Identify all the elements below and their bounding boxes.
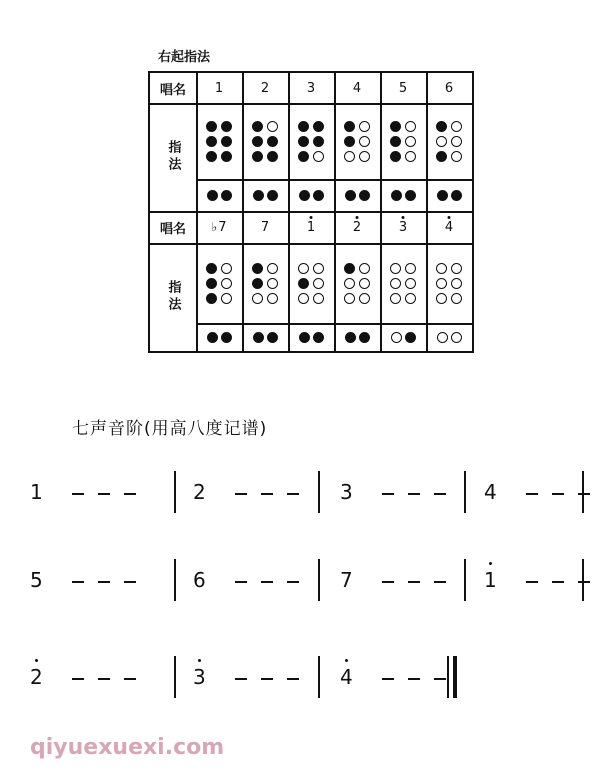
dash-line: [287, 678, 299, 680]
dash-line: [434, 581, 446, 583]
flat-icon: ♭: [211, 220, 218, 234]
dash-line: [382, 678, 394, 680]
dash-line: [124, 493, 136, 495]
dash-line: [98, 581, 110, 583]
octave-dot: [35, 659, 38, 662]
dash-line: [408, 493, 420, 495]
note-header-2: 4: [444, 219, 454, 235]
scale-note: 5: [30, 568, 43, 592]
scale-note: 1: [30, 480, 43, 504]
dash-line: [261, 678, 273, 680]
dash-line: [382, 493, 394, 495]
scale-note: 4: [484, 480, 497, 504]
bar-line: [318, 559, 320, 601]
note-header-2: 2: [352, 219, 362, 235]
dash-line: [408, 581, 420, 583]
dash-line: [124, 678, 136, 680]
dash-line: [526, 581, 538, 583]
bar-line: [582, 559, 584, 601]
table-title: 右起指法: [158, 50, 211, 65]
scale-note: 1: [484, 568, 497, 592]
bar-line: [318, 656, 320, 698]
note-header-2: 1: [306, 219, 316, 235]
dash-line: [287, 581, 299, 583]
scale-note: 2: [193, 480, 206, 504]
row-label-fingering-2: 指法: [165, 280, 181, 314]
scale-note: 3: [340, 480, 353, 504]
dash-line: [526, 493, 538, 495]
dash-line: [382, 581, 394, 583]
note-header-2: ♭ 7: [211, 219, 227, 235]
watermark: qiyuexuexi.com: [30, 735, 225, 760]
note-header: 1: [214, 80, 224, 96]
dash-line: [235, 493, 247, 495]
final-bar-thin: [447, 656, 449, 698]
scale-title: 七声音阶(用高八度记谱): [72, 419, 268, 439]
final-bar-thick: [453, 656, 457, 698]
octave-dot: [489, 562, 492, 565]
row-label-name: 唱名: [159, 82, 186, 98]
scale-note: 6: [193, 568, 206, 592]
bar-line: [464, 559, 466, 601]
scale-note: 4: [340, 665, 353, 689]
dash-line: [578, 581, 590, 583]
dash-line: [552, 581, 564, 583]
note-header: 2: [260, 80, 270, 96]
dash-line: [98, 678, 110, 680]
note-header: 6: [444, 80, 454, 96]
scale-note: 3: [193, 665, 206, 689]
bar-line: [174, 656, 176, 698]
dash-line: [434, 678, 446, 680]
dash-line: [261, 581, 273, 583]
dash-line: [124, 581, 136, 583]
dash-line: [261, 493, 273, 495]
note-header-2: 7: [260, 219, 270, 235]
note-header: 4: [352, 80, 362, 96]
bar-line: [464, 471, 466, 513]
dash-line: [235, 581, 247, 583]
dash-line: [434, 493, 446, 495]
dash-line: [72, 678, 84, 680]
dash-line: [287, 493, 299, 495]
octave-dot: [345, 659, 348, 662]
note-header-2: 3: [398, 219, 408, 235]
bar-line: [174, 559, 176, 601]
dash-line: [578, 493, 590, 495]
bar-line: [174, 471, 176, 513]
bar-line: [318, 471, 320, 513]
note-header: 3: [306, 80, 316, 96]
dash-line: [235, 678, 247, 680]
octave-dot: [198, 659, 201, 662]
dash-line: [98, 493, 110, 495]
dash-line: [408, 678, 420, 680]
note-header: 5: [398, 80, 408, 96]
dash-line: [552, 493, 564, 495]
dash-line: [72, 581, 84, 583]
row-label-fingering: 指法: [165, 140, 181, 174]
row-label-name-2: 唱名: [159, 221, 186, 237]
dash-line: [72, 493, 84, 495]
scale-note: 7: [340, 568, 353, 592]
scale-note: 2: [30, 665, 43, 689]
bar-line: [582, 471, 584, 513]
